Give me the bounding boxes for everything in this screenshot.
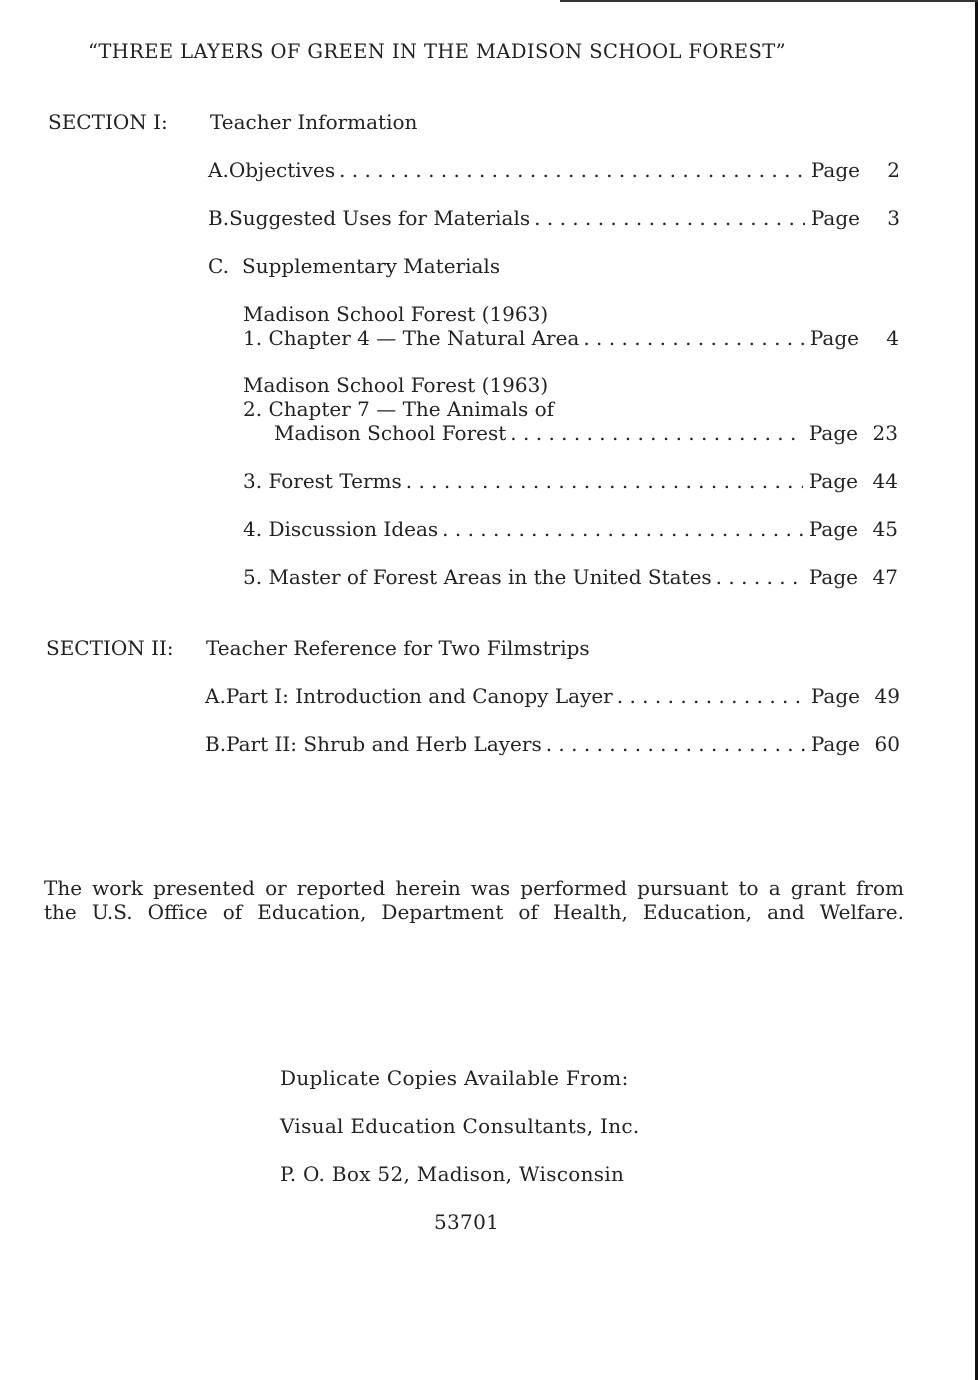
- scan-top-edge: [560, 0, 978, 2]
- entry-text: Part I: Introduction and Canopy Layer: [225, 684, 613, 708]
- toc-entry-supplementary: [208, 254, 808, 278]
- page-word: Page: [809, 326, 859, 350]
- entry-text: 1. Chapter 4 — The Natural Area: [243, 326, 580, 350]
- entry-text: Part II: Shrub and Herb Layers: [226, 732, 542, 756]
- page-number: 60: [874, 732, 900, 756]
- dot-leader: [716, 565, 803, 589]
- entry-text: Madison School Forest: [274, 421, 507, 445]
- contact-zip: 53701: [434, 1210, 500, 1234]
- page-word: Page: [808, 421, 858, 445]
- page-word: Page: [810, 684, 860, 708]
- toc-entry-discussion-ideas: [243, 517, 898, 541]
- page-word: Page: [808, 565, 858, 589]
- page-word: Page: [810, 158, 860, 182]
- contact-address: P. O. Box 52, Madison, Wisconsin: [280, 1162, 625, 1186]
- toc-entry-suggested-uses: [208, 206, 900, 230]
- entry-letter: A.: [208, 158, 229, 182]
- section-1-heading: Teacher Information: [210, 110, 418, 134]
- dot-leader: [583, 326, 804, 350]
- toc-entry-chapter-4: [243, 326, 899, 350]
- entry-text: Suggested Uses for Materials: [229, 206, 531, 230]
- page-number: 45: [872, 517, 898, 541]
- page-number: 44: [872, 469, 898, 493]
- dot-leader: [534, 206, 805, 230]
- dot-leader: [510, 421, 803, 445]
- toc-entry-part-1: [205, 684, 900, 708]
- document-title: “THREE LAYERS OF GREEN IN THE MADISON SCHOOL FOREST”: [88, 40, 786, 63]
- page-word: Page: [810, 206, 860, 230]
- grant-line-2: the U.S. Office of Education, Department of Health, Education, and Welfare.: [44, 900, 904, 924]
- page-number: 3: [887, 206, 900, 230]
- grant-line-1: The work presented or reported herein was performed pursuant to a grant from: [44, 876, 904, 900]
- dot-leader: [442, 517, 803, 541]
- dot-leader: [406, 469, 803, 493]
- toc-entry-chapter-7: [274, 421, 898, 445]
- entry-letter: B.: [208, 206, 230, 230]
- dot-leader: [339, 158, 805, 182]
- sub1-source: Madison School Forest (1963): [243, 302, 549, 326]
- toc-entry-forest-areas: [243, 565, 898, 589]
- section-1-label: SECTION I:: [48, 110, 168, 134]
- section-2-heading: Teacher Reference for Two Filmstrips: [206, 636, 590, 660]
- page-number: 23: [872, 421, 898, 445]
- contact-heading: Duplicate Copies Available From:: [280, 1066, 629, 1090]
- page-word: Page: [808, 469, 858, 493]
- entry-text: Objectives: [228, 158, 336, 182]
- entry-text: 3. Forest Terms: [243, 469, 402, 493]
- page-number: 47: [872, 565, 898, 589]
- page-number: 4: [886, 326, 899, 350]
- toc-entry-forest-terms: [243, 469, 898, 493]
- entry-letter: C.: [208, 254, 229, 278]
- entry-text: 4. Discussion Ideas: [243, 517, 439, 541]
- page-word: Page: [810, 732, 860, 756]
- dot-leader: [546, 732, 805, 756]
- contact-company: Visual Education Consultants, Inc.: [280, 1114, 640, 1138]
- dot-leader: [617, 684, 805, 708]
- page-number: 2: [887, 158, 900, 182]
- entry-text: Supplementary Materials: [242, 254, 501, 278]
- section-2-label: SECTION II:: [46, 636, 174, 660]
- sub2-line1: 2. Chapter 7 — The Animals of: [243, 397, 555, 421]
- toc-entry-part-2: [205, 732, 900, 756]
- page-word: Page: [808, 517, 858, 541]
- entry-letter: A.: [205, 684, 226, 708]
- entry-text: 5. Master of Forest Areas in the United States: [243, 565, 712, 589]
- entry-letter: B.: [205, 732, 227, 756]
- page-number: 49: [874, 684, 900, 708]
- toc-entry-objectives: [208, 158, 900, 182]
- sub2-source: Madison School Forest (1963): [243, 373, 549, 397]
